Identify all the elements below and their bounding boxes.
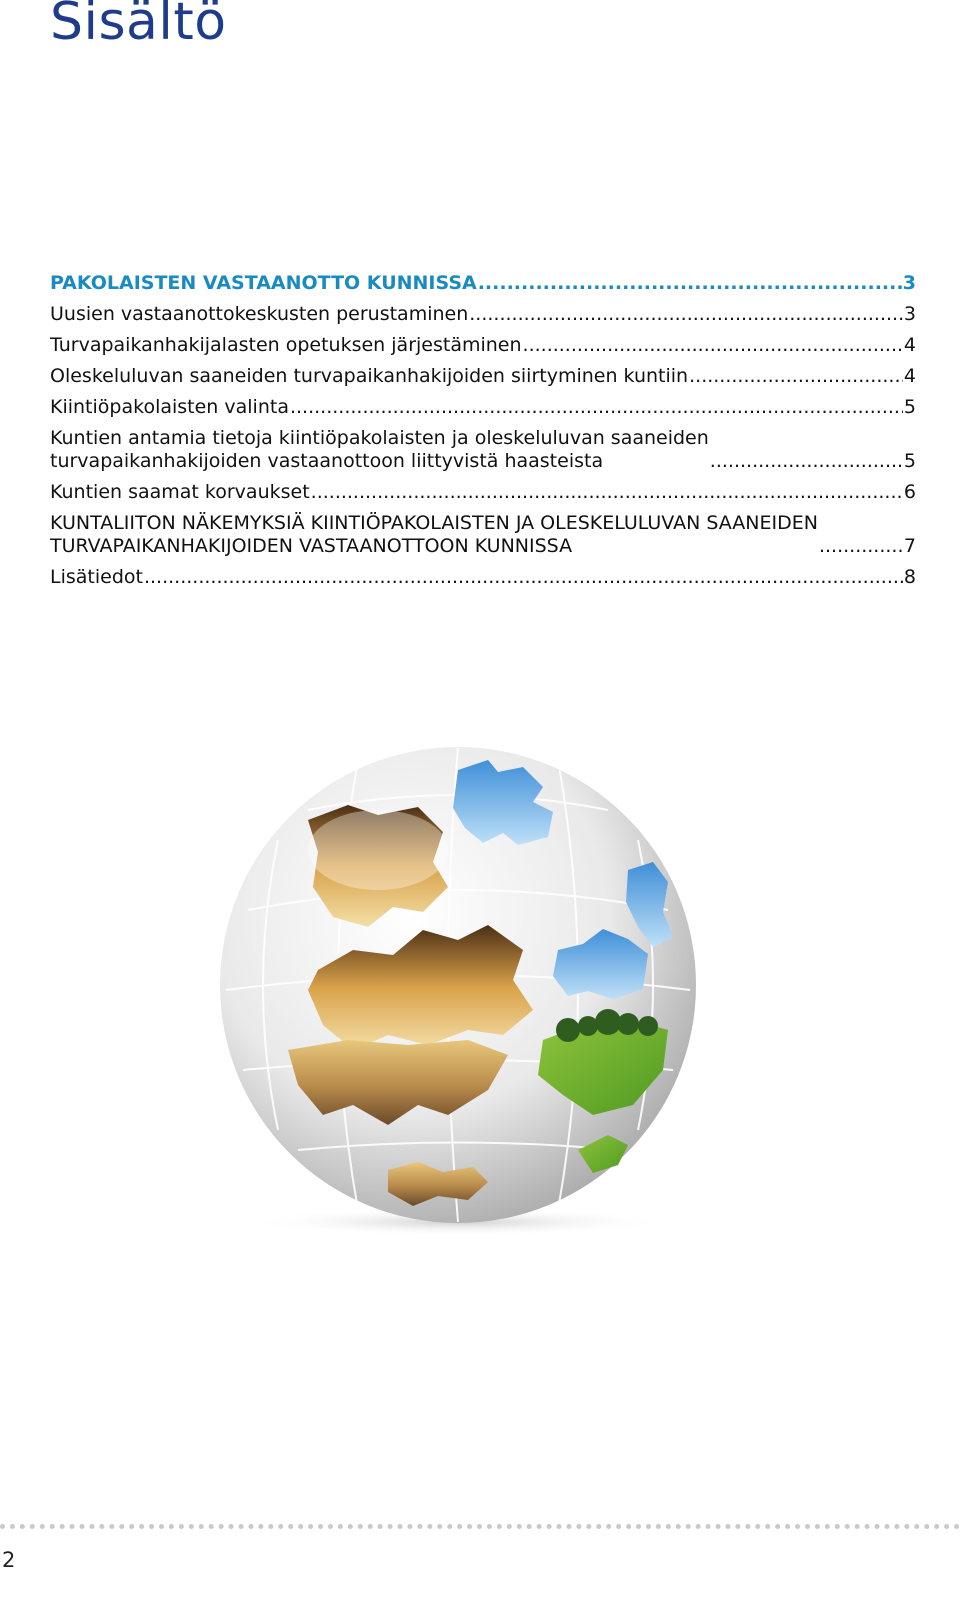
toc-entry-title: Oleskeluluvan saaneiden turvapaikanhakijoiden siirtyminen kuntiin: [50, 365, 689, 387]
page-title: Sisältö: [50, 0, 227, 52]
toc-leader-dots: [710, 450, 903, 473]
toc-entry-title: Kuntien saamat korvaukset: [50, 481, 310, 503]
toc-entry-page: 3: [902, 272, 916, 294]
toc-entry[interactable]: [50, 334, 916, 357]
toc-entry-page: 5: [903, 396, 916, 418]
toc-entry-title: Turvapaikanhakijalasten opetuksen järjestäminen: [50, 334, 522, 356]
puzzle-globe-image: [208, 730, 708, 1240]
toc-entry-title: KUNTALIITON NÄKEMYKSIÄ KIINTIÖPAKOLAISTEN JA OLESKELULUVAN SAANEIDEN TURVAPAIKANHAKIJOIDEN VASTAANOTTOON KUNNISSA: [50, 512, 818, 557]
page-number: 2: [2, 1548, 16, 1572]
toc-entry[interactable]: [50, 303, 916, 326]
toc-entry-title: Lisätiedot: [50, 566, 143, 588]
toc-entry-page: 7: [903, 535, 916, 557]
toc-leader-dots: [311, 481, 903, 504]
toc-entry-title: Kuntien antamia tietoja kiintiöpakolaisten ja oleskeluluvan saaneiden turvapaikanhakijoiden vastaanottoon liittyvistä haasteista: [50, 427, 709, 472]
toc-entry[interactable]: [50, 365, 916, 388]
toc-entry-page: 6: [903, 481, 916, 503]
toc-leader-dots: [144, 566, 903, 589]
toc-leader-dots: [290, 396, 903, 419]
toc-entry-title: PAKOLAISTEN VASTAANOTTO KUNNISSA: [50, 272, 477, 294]
toc-entry[interactable]: [50, 427, 916, 473]
toc-entry[interactable]: [50, 512, 916, 558]
toc-entry-page: 4: [903, 334, 916, 356]
toc-leader-dots: [469, 303, 903, 326]
footer-dotted-rule: [0, 1524, 960, 1529]
puzzle-globe-illustration: [208, 730, 708, 1240]
toc-entry[interactable]: [50, 272, 916, 295]
toc-entry-page: 3: [903, 303, 916, 325]
table-of-contents: [50, 272, 916, 597]
toc-leader-dots: [478, 272, 902, 295]
toc-leader-dots: [819, 535, 903, 558]
toc-entry-title: Kiintiöpakolaisten valinta: [50, 396, 289, 418]
toc-entry-title: Uusien vastaanottokeskusten perustaminen: [50, 303, 469, 325]
toc-leader-dots: [523, 334, 903, 357]
toc-entry[interactable]: [50, 566, 916, 589]
toc-entry-page: 8: [903, 566, 916, 588]
toc-entry-page: 4: [903, 365, 916, 387]
toc-entry[interactable]: [50, 481, 916, 504]
toc-entry-page: 5: [903, 450, 916, 472]
toc-entry[interactable]: [50, 396, 916, 419]
toc-leader-dots: [689, 365, 903, 388]
